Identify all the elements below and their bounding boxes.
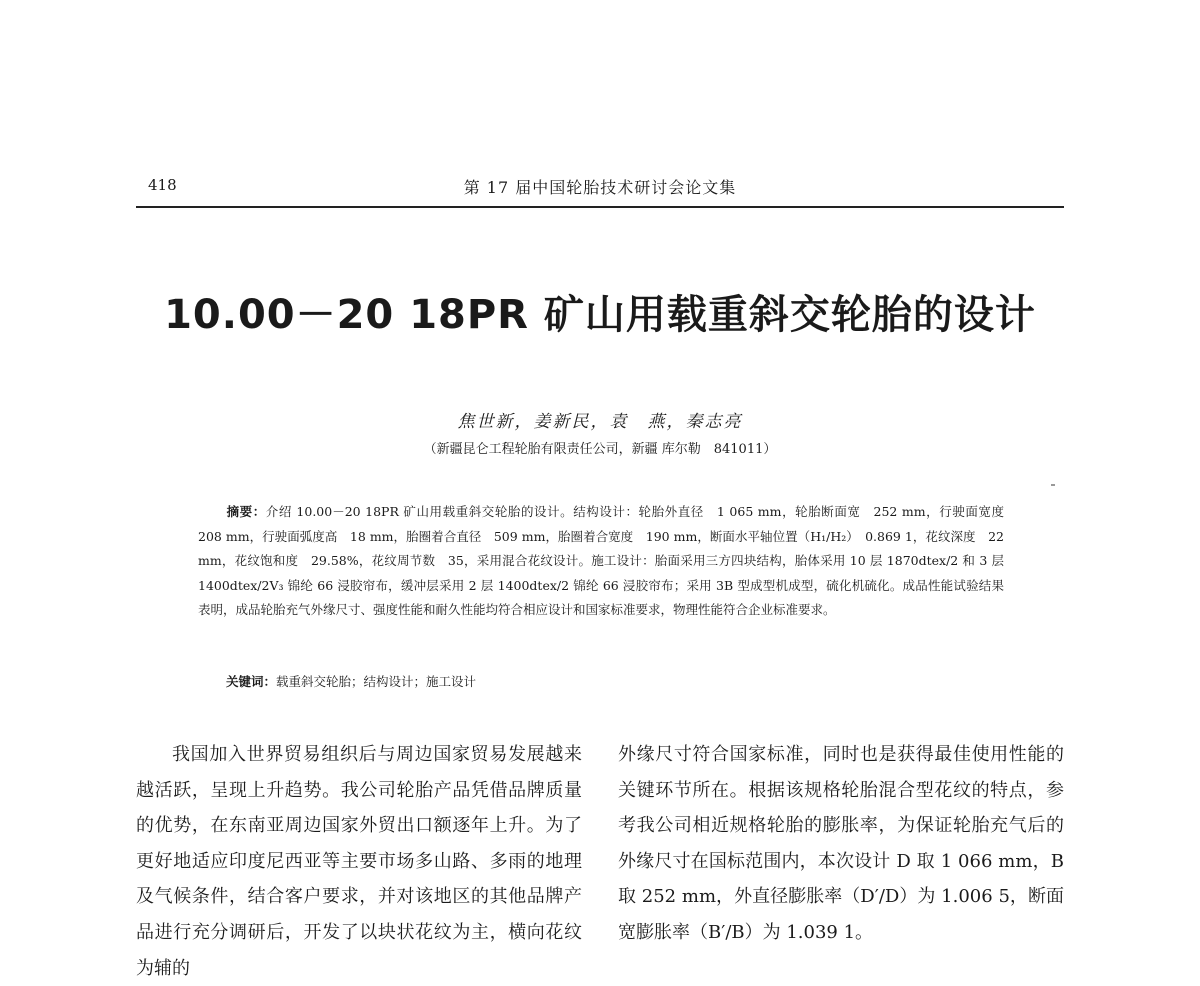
abstract-text: 介绍 10.00－20 18PR 矿山用载重斜交轮胎的设计。结构设计：轮胎外直径 1 065 mm，轮胎断面宽 252 mm，行驶面宽度 208 mm，行驶面弧度高 18 mm，胎圈着合直径 509 mm，胎圈着合宽度 190 mm，断面水平轴位置（H₁/H₂） 0.869 1，花纹深度 22 mm，花纹饱和度 29.58%，花纹周节数 35，采用混合花纹设计。施工设计：胎面采用三方四块结构，胎体采用 10 层 1870dtex/2 和 3 层 1400dtex/2V₃ 锦纶 66 浸胶帘布，缓冲层采用 2 层 1400dtex/2 锦纶 66 浸胶帘布；采用 3B 型成型机成型，硫化机硫化。成品性能试验结果表明，成品轮胎充气外缘尺寸、强度性能和耐久性能均符合相应设计和国家标准要求，物理性能符合企业标准要求。: [198, 504, 1017, 617]
header-rule: [136, 206, 1064, 208]
body-right-column: [618, 737, 1064, 951]
abstract: [198, 500, 1017, 623]
affiliation: （新疆昆仑工程轮胎有限责任公司，新疆 库尔勒 841011）: [423, 442, 777, 457]
abstract-label: 摘要：: [226, 504, 266, 519]
scan-mark: [1051, 484, 1055, 486]
keywords-label: 关键词：: [226, 674, 277, 689]
body-paragraph: 我国加入世界贸易组织后与周边国家贸易发展越来越活跃，呈现上升趋势。我公司轮胎产品凭借品牌质量的优势，在东南亚周边国家外贸出口额逐年上升。为了更好地适应印度尼西亚等主要市场多山路、多雨的地理及气候条件，结合客户要求，并对该地区的其他品牌产品进行充分调研后，开发了以块状花纹为主，横向花纹为辅的: [136, 744, 582, 979]
article-title: 10.00－20 18PR 矿山用载重斜交轮胎的设计: [164, 292, 1036, 338]
running-header: 第 17 届中国轮胎技术研讨会论文集: [463, 178, 737, 197]
body-paragraph: 外缘尺寸符合国家标准，同时也是获得最佳使用性能的关键环节所在。根据该规格轮胎混合型花纹的特点，参考我公司相近规格轮胎的膨胀率，为保证轮胎充气后的外缘尺寸在国标范围内，本次设计 D 取 1 066 mm，B 取 252 mm，外直径膨胀率（D′/D）为 1.006 5，断面宽膨胀率（B′/B）为 1.039 1。: [618, 744, 1064, 943]
page-number: 418: [148, 176, 177, 194]
keywords-text: 载重斜交轮胎；结构设计；施工设计: [276, 674, 477, 689]
authors: 焦世新，姜新民，袁 燕，秦志亮: [457, 412, 743, 432]
body-left-column: [136, 737, 582, 986]
keywords: [226, 672, 476, 690]
